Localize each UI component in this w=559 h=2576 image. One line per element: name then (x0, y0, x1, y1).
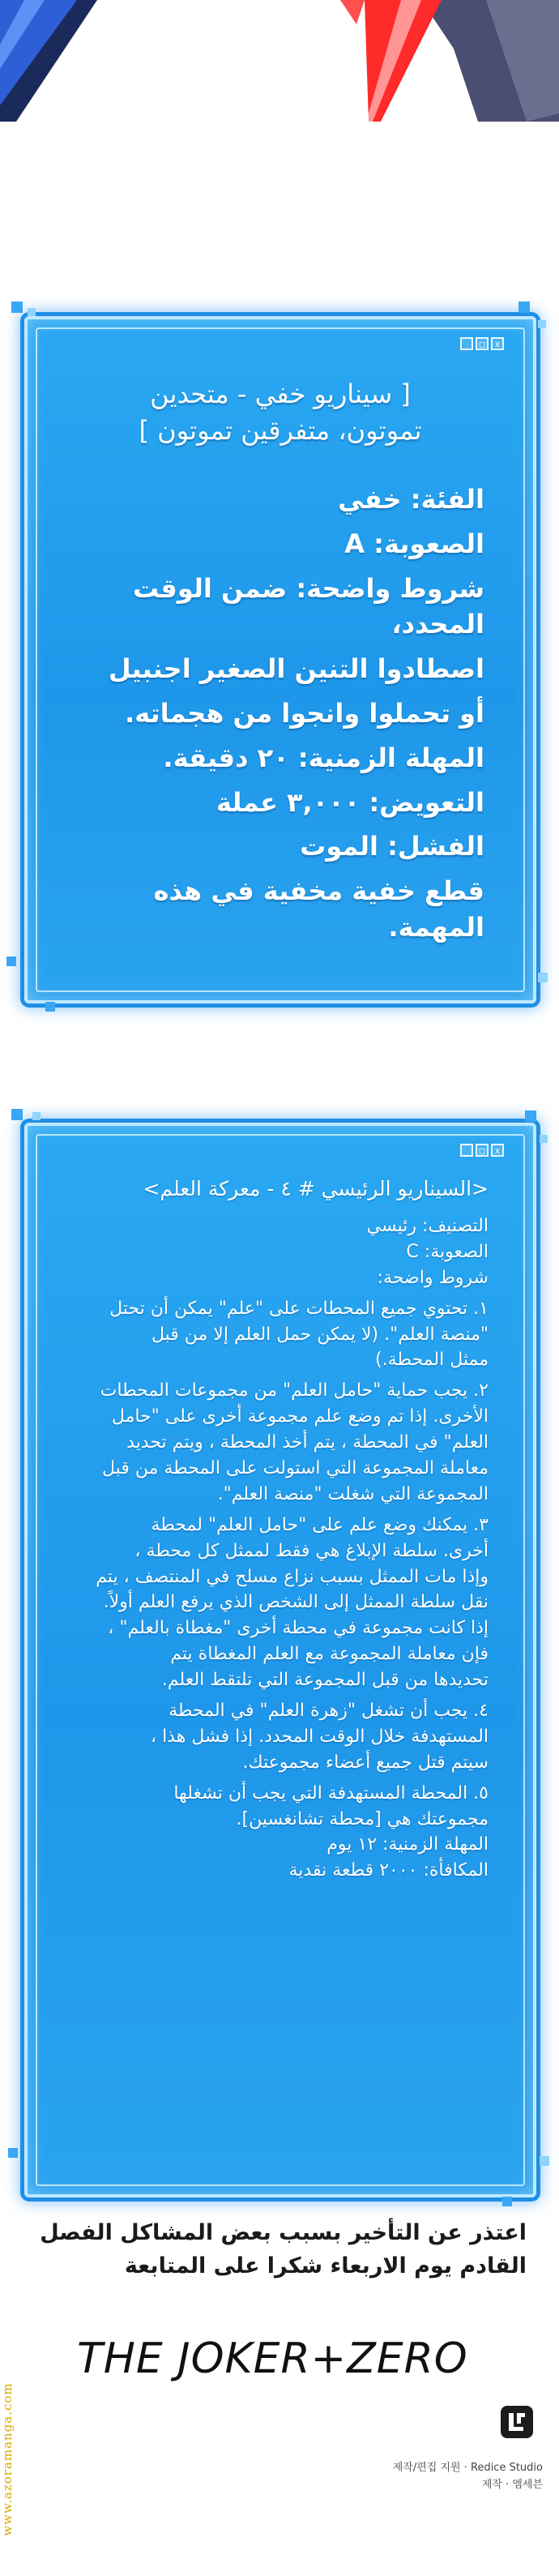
watermark-text: www.azoramanga.com (0, 2382, 15, 2536)
decor-pixel (518, 302, 530, 313)
detail-line: أخرى. سلطة الإبلاغ هي فقط لممثل كل محطة ، (134, 1540, 489, 1561)
detail-line: نقل سلطة الممثل إلى الشخص الذي يرفع العلم أولاً. (103, 1592, 489, 1613)
close-button[interactable]: x (491, 1144, 504, 1157)
scenario-title-line: [ سيناريو خفي - متحدين (150, 379, 411, 409)
decor-pixel (540, 2156, 549, 2166)
window-controls (460, 1144, 504, 1157)
detail-line: المهلة الزمنية: ١٢ يوم (326, 1834, 489, 1855)
scenario-details (60, 481, 484, 946)
detail-line: ٥. المحطة المستهدفة التي يجب أن تشغلها (173, 1782, 489, 1804)
note-line: القادم يوم الاربعاء شكرا على المتابعة (124, 2253, 527, 2279)
decor-pixel (8, 2148, 18, 2158)
detail-line: الأخرى. إذا تم وضع علم مجموعة أخرى على "حامل (111, 1406, 489, 1427)
decor-pixel (525, 1110, 536, 1122)
decor-pixel (45, 1002, 55, 1012)
detail-line: الفئة: خفي (338, 484, 484, 515)
top-artwork (0, 0, 559, 122)
detail-line: الصعوبة: C (406, 1241, 489, 1262)
close-button[interactable]: x (491, 337, 504, 350)
detail-line: تحديدها من قبل المجموعة التي تلتقط العلم. (161, 1670, 489, 1691)
decor-pixel (538, 320, 546, 328)
minimize-button[interactable]: _ (460, 337, 473, 350)
detail-line: ٢. يجب حماية "حامل العلم" من مجموعات المحطات (100, 1380, 489, 1401)
detail-line: مجموعتك هي [محطة تشانغسين]. (236, 1808, 489, 1829)
studio-logo-icon (501, 2406, 533, 2438)
scenario-title (76, 376, 484, 449)
decor-pixel (540, 1135, 548, 1143)
site-watermark (0, 2351, 18, 2570)
red-slash-art (0, 0, 559, 122)
maximize-button[interactable]: □ (476, 1144, 489, 1157)
detail-line: التصنيف: رئيسي (366, 1216, 489, 1236)
detail-line: العلم" في المحطة ، يتم أخذ المحطة ، ويتم تحديد (126, 1432, 489, 1453)
decor-pixel (538, 973, 548, 982)
detail-line: المستهدفة خلال الوقت المحدد. إذا فشل هذا ، (150, 1726, 489, 1747)
note-line: اعتذر عن التأخير بسبب بعض المشاكل الفصل (40, 2220, 527, 2245)
detail-line: شروط واضحة: (377, 1267, 489, 1288)
window-controls (460, 337, 504, 350)
detail-line: أو تحملوا وانجوا من هجماته. (125, 697, 484, 729)
scenario-title: <السيناريو الرئيسي # ٤ - معركة العلم> (143, 1177, 489, 1200)
decor-pixel (28, 308, 36, 316)
maximize-button[interactable]: □ (476, 337, 489, 350)
detail-line: اصطادوا التنين الصغير اجنبيل (108, 653, 484, 685)
detail-line: ممثل المحطة.) (375, 1350, 489, 1371)
studio-credit (393, 2460, 543, 2494)
detail-line: ٤. يجب أن تشغل "زهرة العلم" في المحطة (169, 1701, 489, 1722)
detail-line: قطع خفية مخفية في هذه المهمة. (153, 875, 484, 943)
scenario-details (64, 1213, 489, 1884)
hidden-scenario-window (24, 316, 536, 1003)
detail-line: "منصة العلم". (لا يمكن حمل العلم إلا من قبل (151, 1324, 489, 1345)
detail-line: شروط واضحة: ضمن الوقت المحدد، (132, 572, 484, 640)
main-scenario-window (24, 1123, 536, 2197)
decor-pixel (11, 302, 23, 313)
decor-pixel (32, 1112, 41, 1120)
detail-line: ٣. يمكنك وضع علم على "حامل العلم" لمحطة (151, 1514, 489, 1535)
detail-line: المهلة الزمنية: ٢٠ دقيقة. (163, 742, 484, 773)
detail-line: المكافأة: ٢٠٠٠ قطعة نقدية (288, 1860, 489, 1881)
credit-line: 제작 · 엠세븐 (481, 2478, 543, 2491)
detail-line: الفشل: الموت (300, 831, 484, 862)
credit-line: 제작/편집 지원 · Redice Studio (392, 2462, 543, 2474)
detail-line: ١. تحتوي جميع المحطات على "علم" يمكن أن تحتل (109, 1298, 489, 1319)
detail-line: المجموعة التي شغلت "منصة العلم". (217, 1483, 489, 1504)
decor-pixel (502, 2197, 512, 2206)
team-credit-title: THE JOKER+ZERO (77, 2334, 468, 2383)
minimize-button[interactable]: _ (460, 1144, 473, 1157)
translator-note (24, 2217, 527, 2283)
detail-line: معاملة المجموعة التي استولت على المحطة من قبل (102, 1458, 489, 1479)
detail-line: وإذا مات الممثل بسبب نزاع مسلح في المنتصف ، يتم (96, 1566, 489, 1587)
detail-line: فإن معاملة المجموعة مع العلم المغطاة يتم (170, 1644, 489, 1665)
detail-line: التعويض: ٣,٠٠٠ عملة (216, 786, 484, 818)
decor-pixel (11, 1109, 23, 1120)
decor-pixel (6, 956, 16, 966)
detail-line: الصعوبة: A (344, 528, 484, 559)
scenario-title-line: تموتون، متفرقين تموتون ] (139, 414, 422, 446)
detail-line: إذا كانت مجموعة في محطة أخرى "مغطاة بالعلم" ، (108, 1618, 489, 1639)
detail-line: سيتم قتل جميع أعضاء مجموعتك. (242, 1752, 489, 1773)
